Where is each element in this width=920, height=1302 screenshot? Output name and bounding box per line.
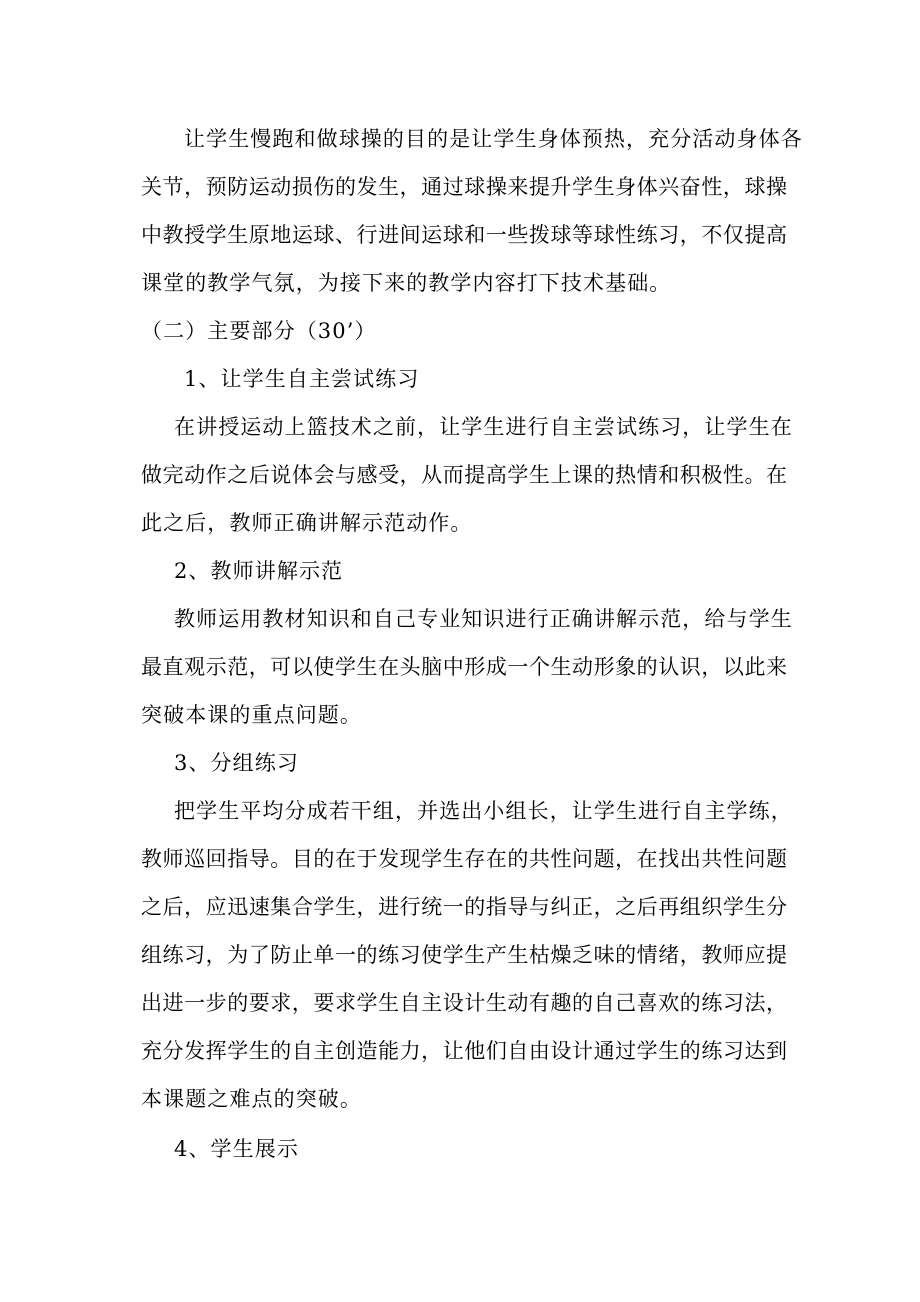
paragraph-3-line-2: 最直观示范，可以使学生在头脑中形成一个生动形象的认识，以此来 [141, 655, 787, 679]
paragraph-3-line-3: 突破本课的重点问题。 [141, 703, 362, 727]
paragraph-4-line-4: 组练习，为了防止单一的练习使学生产生枯燥乏味的情绪，教师应提 [141, 943, 787, 967]
section-heading: （二）主要部分（30’） [141, 319, 377, 343]
paragraph-4-line-6: 充分发挥学生的自主创造能力，让他们自由设计通过学生的练习达到 [141, 1039, 787, 1063]
subheading-3: 3、分组练习 [174, 751, 299, 775]
paragraph-1-line-4: 课堂的教学气氛，为接下来的教学内容打下技术基础。 [141, 271, 672, 295]
subheading-1: 1、让学生自主尝试练习 [184, 367, 420, 391]
paragraph-4-line-1: 把学生平均分成若干组，并选出小组长，让学生进行自主学练， [174, 799, 793, 823]
paragraph-4-line-2: 教师巡回指导。目的在于发现学生存在的共性问题，在找出共性问题 [141, 847, 787, 871]
paragraph-4-line-5: 出进一步的要求，要求学生自主设计生动有趣的自己喜欢的练习法， [141, 991, 787, 1015]
paragraph-2-line-1: 在讲授运动上篮技术之前，让学生进行自主尝试练习，让学生在 [174, 415, 793, 439]
paragraph-4-line-3: 之后，应迅速集合学生，进行统一的指导与纠正，之后再组织学生分 [141, 895, 787, 919]
paragraph-1-line-1: 让学生慢跑和做球操的目的是让学生身体预热，充分活动身体各 [184, 127, 803, 151]
paragraph-3-line-1: 教师运用教材知识和自己专业知识进行正确讲解示范，给与学生 [174, 607, 793, 631]
subheading-2: 2、教师讲解示范 [174, 559, 344, 583]
subheading-4: 4、学生展示 [174, 1137, 299, 1161]
paragraph-1-line-2: 关节，预防运动损伤的发生，通过球操来提升学生身体兴奋性，球操 [141, 175, 787, 199]
paragraph-2-line-2: 做完动作之后说体会与感受，从而提高学生上课的热情和积极性。在 [141, 463, 787, 487]
paragraph-1-line-3: 中教授学生原地运球、行进间运球和一些拨球等球性练习，不仅提高 [141, 223, 787, 247]
paragraph-2-line-3: 此之后，教师正确讲解示范动作。 [141, 511, 473, 535]
paragraph-4-line-7: 本课题之难点的突破。 [141, 1087, 362, 1111]
